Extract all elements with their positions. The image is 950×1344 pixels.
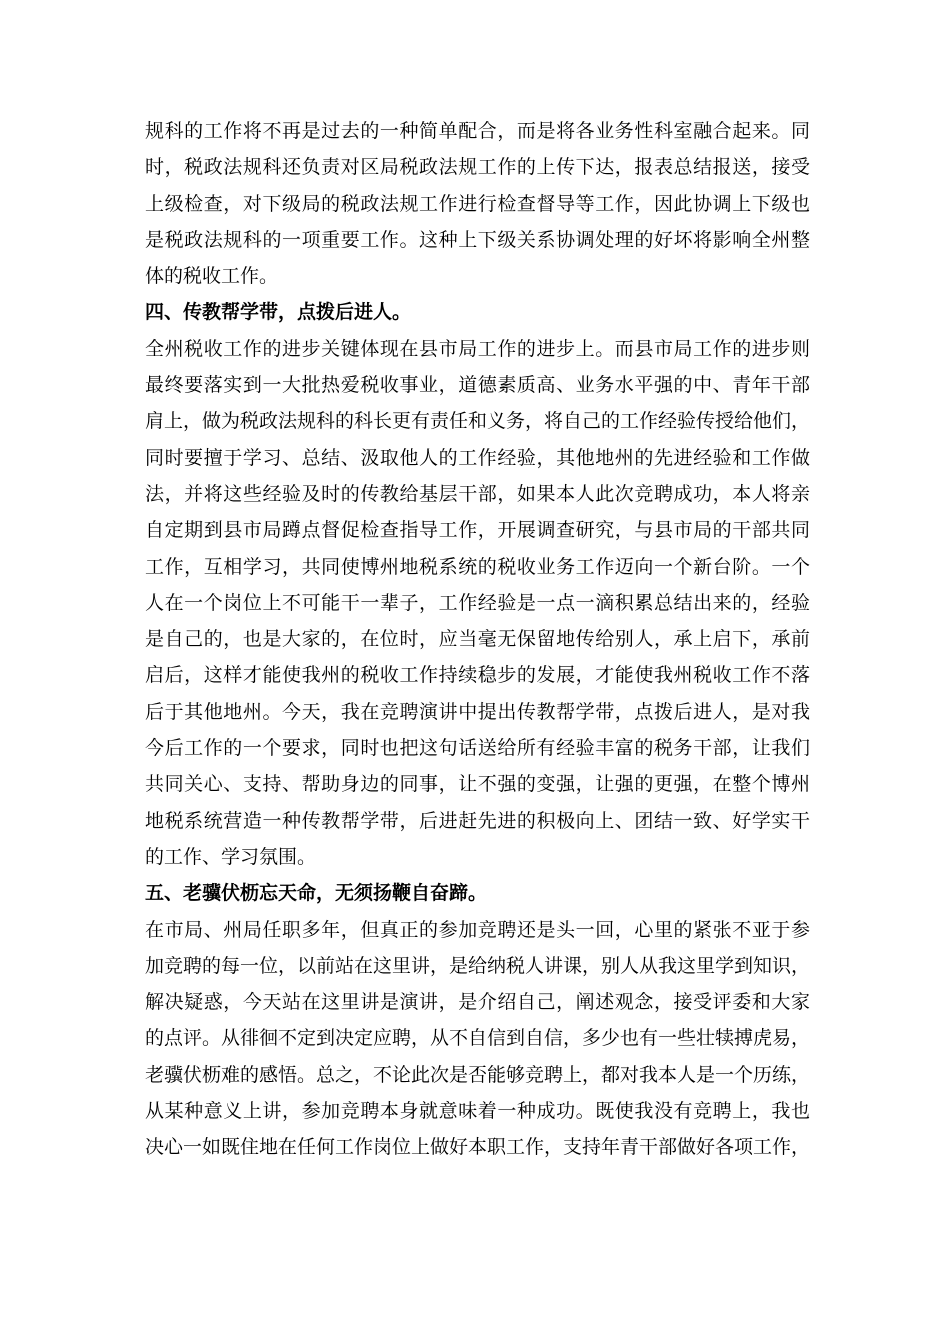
paragraph-line: 是自己的，也是大家的，在位时，应当毫无保留地传给别人，承上启下，承前 [145,628,810,651]
paragraph-line: 共同关心、支持、帮助身边的同事，让不强的变强，让强的更强，在整个博州 [145,773,810,796]
paragraph-line: 的点评。从徘徊不定到决定应聘，从不自信到自信，多少也有一些壮犊搏虎易， [145,1027,811,1050]
paragraph-line: 全州税收工作的进步关键体现在县市局工作的进步上。而县市局工作的进步则 [145,337,810,360]
paragraph-line: 规科的工作将不再是过去的一种简单配合，而是将各业务性科室融合起来。同 [145,120,810,142]
paragraph-line: 法，并将这些经验及时的传教给基层干部，如果本人此次竞聘成功，本人将亲 [145,482,810,505]
paragraph-line: 加竞聘的每一位，以前站在这里讲，是给纳税人讲课，别人从我这里学到知识， [145,954,811,977]
paragraph-line: 自定期到县市局蹲点督促检查指导工作，开展调查研究，与县市局的干部共同 [145,519,810,542]
paragraph-line: 老骥伏枥难的感悟。总之，不论此次是否能够竞聘上，都对我本人是一个历练， [145,1063,811,1086]
paragraph-line: 今后工作的一个要求，同时也把这句话送给所有经验丰富的税务干部，让我们 [145,737,810,760]
paragraph-line: 人在一个岗位上不可能干一辈子，工作经验是一点一滴积累总结出来的，经验 [145,591,810,614]
paragraph-line: 决心一如既住地在任何工作岗位上做好本职工作，支持年青干部做好各项工作， [145,1136,811,1159]
paragraph-line: 体的税收工作。 [145,265,279,288]
paragraph-line: 后于其他地州。今天，我在竞聘演讲中提出传教帮学带，点拨后进人，是对我 [145,700,810,723]
paragraph-line: 时，税政法规科还负责对区局税政法规工作的上传下达，报表总结报送，接受 [145,156,810,179]
paragraph-line: 的工作、学习氛围。 [145,845,317,868]
paragraph-line: 是税政法规科的一项重要工作。这种上下级关系协调处理的好坏将影响全州整 [145,228,810,251]
section-heading: 四、传教帮学带，点拨后进人。 [145,301,412,324]
paragraph-line: 最终要落实到一大批热爱税收事业，道德素质高、业务水平强的中、青年干部 [145,374,810,397]
paragraph-line: 工作，互相学习，共同使博州地税系统的税收业务工作迈向一个新台阶。一个 [145,555,810,578]
section-heading: 五、老骥伏枥忘天命，无须扬鞭自奋蹄。 [145,882,488,905]
paragraph-line: 上级检查，对下级局的税政法规工作进行检查督导等工作，因此协调上下级也 [145,192,810,215]
paragraph-line: 同时要擅于学习、总结、汲取他人的工作经验，其他地州的先进经验和工作做 [145,446,810,469]
paragraph-line: 在市局、州局任职多年，但真正的参加竞聘还是头一回，心里的紧张不亚于参 [145,918,810,941]
document-body [145,113,810,1166]
paragraph-line: 地税系统营造一种传教帮学带，后进赶先进的积极向上、团结一致、好学实干 [145,809,810,832]
paragraph-line: 从某种意义上讲，参加竞聘本身就意味着一种成功。既使我没有竞聘上，我也 [145,1100,810,1123]
paragraph-line: 肩上，做为税政法规科的科长更有责任和义务，将自己的工作经验传授给他们， [145,410,811,433]
paragraph-line: 启后，这样才能使我州的税收工作持续稳步的发展，才能使我州税收工作不落 [145,664,810,687]
paragraph-line: 解决疑惑，今天站在这里讲是演讲，是介绍自己，阐述观念，接受评委和大家 [145,991,810,1014]
